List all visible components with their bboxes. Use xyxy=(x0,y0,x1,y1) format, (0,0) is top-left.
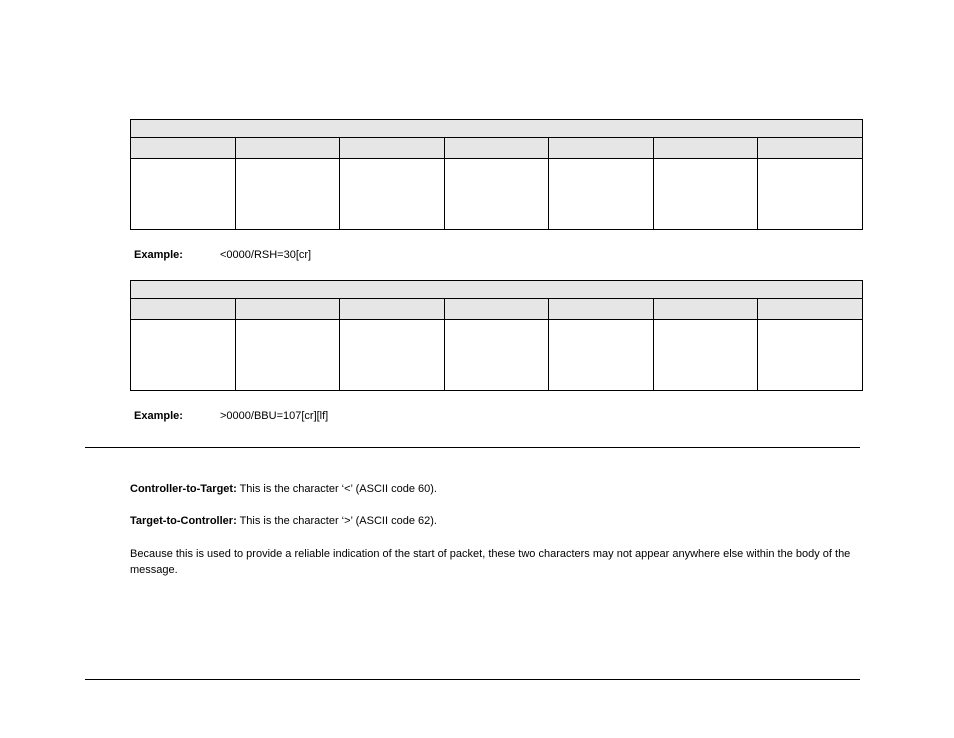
body-cell xyxy=(444,159,549,230)
header-cell xyxy=(235,138,340,159)
header-cell xyxy=(131,138,236,159)
body-cell xyxy=(235,159,340,230)
controller-to-target-label: Controller-to-Target: xyxy=(130,483,237,495)
body-cell xyxy=(340,320,445,391)
header-cell xyxy=(549,299,654,320)
table-body-row xyxy=(131,320,863,391)
body-cell xyxy=(653,159,758,230)
body-cell xyxy=(131,320,236,391)
header-cell xyxy=(549,138,654,159)
table-header-row xyxy=(131,138,863,159)
body-cell xyxy=(758,159,863,230)
body-cell xyxy=(340,159,445,230)
example-label: Example: xyxy=(134,410,183,422)
target-to-controller-text: This is the character ‘>’ (ASCII code 62). xyxy=(236,515,437,527)
controller-to-target-paragraph xyxy=(130,481,860,497)
table-title-cell xyxy=(131,281,863,299)
header-cell xyxy=(758,138,863,159)
header-cell xyxy=(340,299,445,320)
table-title-row xyxy=(131,120,863,138)
page-footer-divider xyxy=(85,679,860,680)
header-cell xyxy=(758,299,863,320)
header-cell xyxy=(235,299,340,320)
table-header-row xyxy=(131,299,863,320)
start-of-packet-note: Because this is used to provide a reliable indication of the start of packet, these two characters may not appear anywhere else within the body of the message. xyxy=(130,548,851,576)
target-to-controller-packet-table xyxy=(130,280,863,391)
controller-to-target-packet-table xyxy=(130,119,863,230)
table-title-row xyxy=(131,281,863,299)
body-cell xyxy=(653,320,758,391)
example-controller-to-target xyxy=(134,248,311,262)
example-value: <0000/RSH=30[cr] xyxy=(220,249,312,261)
header-cell xyxy=(444,138,549,159)
table-body-row xyxy=(131,159,863,230)
header-cell xyxy=(653,138,758,159)
header-cell xyxy=(340,138,445,159)
body-cell xyxy=(758,320,863,391)
example-label: Example: xyxy=(134,249,183,261)
controller-to-target-text: This is the character ‘<’ (ASCII code 60). xyxy=(236,483,437,495)
header-cell xyxy=(131,299,236,320)
body-cell xyxy=(131,159,236,230)
example-value: >0000/BBU=107[cr][lf] xyxy=(220,410,329,422)
body-cell xyxy=(549,159,654,230)
example-target-to-controller xyxy=(134,409,328,423)
table-title-cell xyxy=(131,120,863,138)
header-cell xyxy=(653,299,758,320)
target-to-controller-paragraph xyxy=(130,513,860,529)
body-cell xyxy=(444,320,549,391)
section-divider xyxy=(85,447,860,448)
body-cell xyxy=(549,320,654,391)
body-cell xyxy=(235,320,340,391)
header-cell xyxy=(444,299,549,320)
target-to-controller-label: Target-to-Controller: xyxy=(130,515,237,527)
